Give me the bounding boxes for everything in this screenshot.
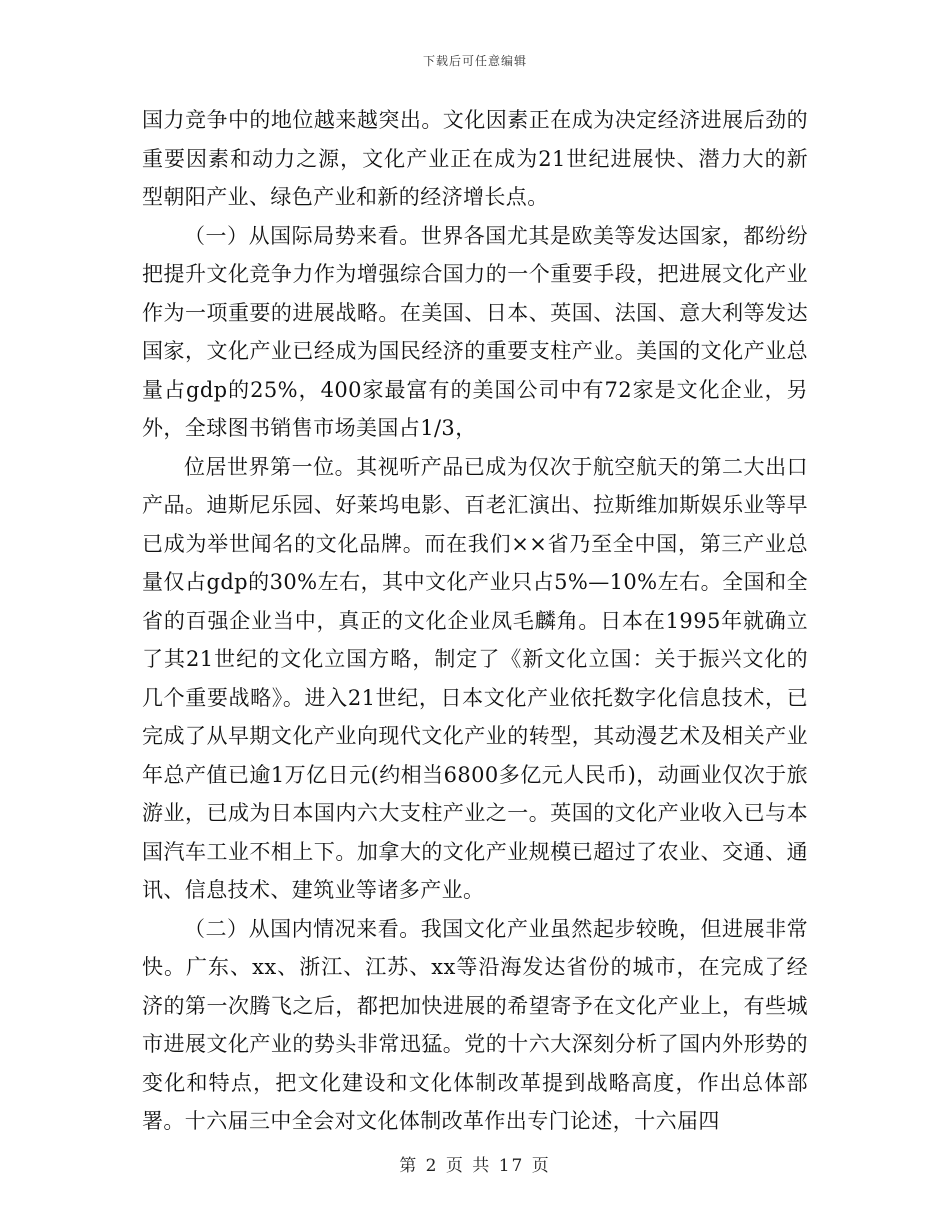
paragraph-4: （二）从国内情况来看。我国文化产业虽然起步较晚，但进展非常快。广东、xx、浙江、江苏、xx等沿海发达省份的城市，在完成了经济的第一次腾飞之后，都把加快进展的希望寄予在文化产业上，有些城市进展文化产业的势头非常迅猛。党的十六大深刻分析了国内外形势的变化和特点，把文化建设和文化体制改革提到战略高度，作出总体部署。十六届三中全会对文化体制改革作出专门论述，十六届四	[142, 916, 808, 1133]
document-body	[142, 101, 808, 1141]
page-number-footer: 第 2 页 共 17 页	[399, 1156, 551, 1176]
page-header: 下载后可任意编辑	[422, 54, 527, 68]
paragraph-2: （一）从国际局势来看。世界各国尤其是欧美等发达国家，都纷纷把提升文化竞争力作为增强综合国力的一个重要手段，把进展文化产业作为一项重要的进展战略。在美国、日本、英国、法国、意大利等发达国家，文化产业已经成为国民经济的重要支柱产业。美国的文化产业总量占gdp的25%，400家最富有的美国公司中有72家是文化企业，另外，全球图书销售市场美国占1/3，	[142, 223, 808, 440]
paragraph-3: 位居世界第一位。其视听产品已成为仅次于航空航天的第二大出口产品。迪斯尼乐园、好莱坞电影、百老汇演出、拉斯维加斯娱乐业等早已成为举世闻名的文化品牌。而在我们××省乃至全中国，第三产业总量仅占gdp的30%左右，其中文化产业只占5%—10%左右。全国和全省的百强企业当中，真正的文化企业凤毛麟角。日本在1995年就确立了其21世纪的文化立国方略，制定了《新文化立国：关于振兴文化的几个重要战略》。进入21世纪，日本文化产业依托数字化信息技术，已完成了从早期文化产业向现代文化产业的转型，其动漫艺术及相关产业年总产值已逾1万亿日元(约相当6800多亿元人民币)，动画业仅次于旅游业，已成为日本国内六大支柱产业之一。英国的文化产业收入已与本国汽车工业不相上下。加拿大的文化产业规模已超过了农业、交通、通讯、信息技术、建筑业等诸多产业。	[142, 454, 808, 902]
paragraph-1: 国力竞争中的地位越来越突出。文化因素正在成为决定经济进展后劲的重要因素和动力之源，文化产业正在成为21世纪进展快、潜力大的新型朝阳产业、绿色产业和新的经济增长点。	[142, 108, 808, 209]
